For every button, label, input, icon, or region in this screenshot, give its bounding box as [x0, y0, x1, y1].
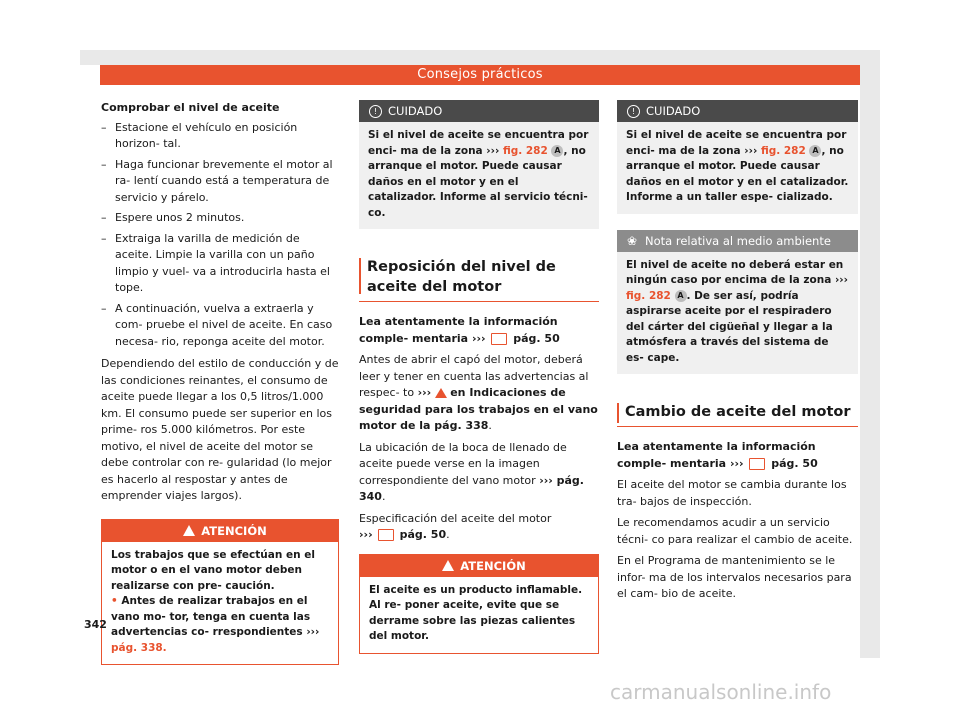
arrows-icon: ›››: [471, 331, 486, 345]
safety-paragraph: [359, 352, 599, 435]
page-header: Consejos prácticos: [100, 65, 860, 85]
figure-badge: A: [551, 145, 563, 157]
arrows-icon: ›››: [834, 274, 848, 286]
env-text-end: . De ser así, podría aspirarse aceite por el respiradero del cárter del cigüeñal y llegar a la atmósfera a través del sistema de es- cape.: [626, 289, 833, 364]
caution-box-header: [617, 100, 858, 122]
intro-text: Lea atentamente la información comple- mentaria: [359, 315, 558, 345]
caution-text-end: , no arranque el motor. Puede causar daños en el motor y en el catalizador. Informe a un taller espe- cializado.: [626, 144, 849, 203]
paragraph-text: Especificación del aceite del motor: [359, 511, 552, 525]
warning-box-header: [360, 555, 598, 577]
watermark: carmanualsonline.info: [610, 680, 832, 704]
caution-text: Si el nivel de aceite se encuentra por enci- ma de la zona: [626, 129, 847, 157]
book-icon: [491, 333, 507, 345]
filler-location-paragraph: [359, 440, 599, 506]
caution-box-header: [359, 100, 599, 122]
paragraph-end: .: [381, 490, 386, 503]
leaf-icon: ❀: [627, 233, 638, 248]
info-icon: !: [369, 105, 382, 118]
paragraph-end: .: [446, 528, 450, 541]
book-icon: [749, 458, 765, 470]
page-link[interactable]: pág. 50: [399, 528, 447, 541]
section-heading-refill: Reposición del nivel de aceite del motor: [359, 255, 599, 302]
book-icon: [378, 529, 394, 541]
arrows-icon: ›››: [744, 144, 758, 157]
page-number: 342: [84, 618, 107, 631]
warning-body: [102, 542, 338, 665]
step-item: – Espere unos 2 minutos.: [101, 210, 339, 227]
arrows-icon: ›››: [359, 528, 373, 541]
step-item: – Extraiga la varilla de medición de aceite. Limpie la varilla con un paño limpio y vuel- va a introducirla hasta el tope.: [101, 231, 339, 297]
oil-change-paragraph: El aceite del motor se cambia durante los tra- bajos de inspección.: [617, 478, 847, 508]
caution-text: Si el nivel de aceite se encuentra por enci- ma de la zona: [368, 129, 589, 157]
arrows-icon: ›››: [306, 626, 320, 638]
caution-box: [617, 100, 858, 214]
environment-note-header: [617, 230, 858, 252]
section-title-check-oil: Comprobar el nivel de aceite: [101, 101, 280, 114]
caution-body: [359, 122, 599, 229]
caution-box: [359, 100, 599, 229]
warning-box-header: [102, 520, 338, 542]
column-3: [617, 100, 858, 608]
environment-note-body: [617, 252, 858, 375]
warning-icon: [183, 525, 195, 536]
column-1: [101, 100, 339, 665]
oil-change-paragraph: Le recomendamos acudir a un servicio técni- co para realizar el cambio de aceite.: [617, 516, 853, 546]
warning-title: ATENCIÓN: [460, 558, 526, 573]
page-link[interactable]: pág. 50: [771, 456, 818, 470]
paragraph-text: Antes de abrir el capó del motor, deberá leer y tener en cuenta las advertencias al respec- to: [359, 353, 589, 399]
warning-triangle-icon: [435, 388, 447, 398]
page-link[interactable]: pág. 50: [513, 331, 560, 345]
caution-text-end: , no arranque el motor. Puede causar daños en el motor y en el catalizador. Informe al servicio técni- co.: [368, 144, 588, 219]
environment-note-title: Nota relativa al medio ambiente: [645, 233, 831, 248]
oil-spec-paragraph: [359, 511, 599, 544]
caution-body: [617, 122, 858, 214]
figure-link[interactable]: fig. 282: [760, 144, 806, 157]
warning-icon: [442, 560, 454, 571]
page-link[interactable]: pág. 338.: [111, 641, 167, 654]
oil-change-paragraph: En el Programa de mantenimiento se le infor- ma de los intervalos necesarios para el cam- bio de aceite.: [617, 554, 852, 600]
intro-note: [359, 314, 599, 347]
figure-link[interactable]: fig. 282: [502, 144, 548, 157]
environment-note-box: [617, 230, 858, 375]
step-item: – Estacione el vehículo en posición horizon- tal.: [101, 120, 339, 153]
warning-box: [359, 554, 599, 654]
column-2: [359, 100, 599, 654]
arrows-icon: ›››: [486, 144, 500, 157]
warning-bullet: • Antes de realizar trabajos en el vano mo- tor, tenga en cuenta las advertencias co- rrespondientes ››› pág. 338.: [111, 595, 320, 654]
paragraph-end: .: [488, 419, 492, 432]
warning-title: ATENCIÓN: [201, 523, 267, 538]
arrows-icon: ›››: [417, 386, 432, 399]
warning-text: Los trabajos que se efectúan en el motor o en el vano motor deben realizarse con pre- caución.: [111, 548, 315, 592]
caution-title: CUIDADO: [646, 104, 701, 118]
figure-link[interactable]: fig. 282: [626, 289, 671, 302]
warning-bullet-text: Antes de realizar trabajos en el vano mo- tor, tenga en cuenta las advertencias co- rrespondientes: [111, 595, 311, 638]
warning-text: El aceite es un producto inflamable. Al re- poner aceite, evite que se derrame sobre las piezas calientes del motor.: [369, 583, 583, 642]
caution-title: CUIDADO: [388, 104, 443, 118]
paragraph-text: La ubicación de la boca de llenado de aceite puede verse en la imagen correspondiente del vano motor: [359, 440, 567, 487]
figure-badge: A: [809, 145, 821, 157]
step-item: – A continuación, vuelva a extraerla y com- pruebe el nivel de aceite. En caso necesa- rio, reponga aceite del motor.: [101, 301, 339, 351]
consumption-paragraph: Dependiendo del estilo de conducción y de las condiciones reinantes, el consumo de aceite puede llegar a los 0,5 litros/1.000 km. El consumo puede ser superior en los prime- ros 5.000 kilómetros. Por este motivo, el nivel de aceite del motor se debe controlar con re- gularidad (lo mejor es hacerlo al respostar y antes de emprender viajes largos).: [101, 357, 339, 502]
safety-link[interactable]: en Indicaciones de seguridad para los trabajos en el vano motor de la pág. 338: [359, 386, 598, 432]
steps-list: [101, 120, 339, 351]
intro-note: [617, 439, 858, 472]
info-icon: !: [627, 105, 640, 118]
figure-badge: A: [675, 290, 687, 302]
section-heading-oil-change: Cambio de aceite del motor: [617, 400, 858, 427]
warning-box: [101, 519, 339, 666]
page-link[interactable]: ››› pág. 340: [359, 473, 584, 503]
arrows-icon: ›››: [729, 456, 744, 470]
step-item: – Haga funcionar brevemente el motor al ra- lentí cuando está a temperatura de servicio y párelo.: [101, 157, 339, 207]
intro-text: Lea atentamente la información comple- mentaria: [617, 440, 816, 470]
env-text: El nivel de aceite no deberá estar en ningún caso por encima de la zona: [626, 258, 844, 286]
